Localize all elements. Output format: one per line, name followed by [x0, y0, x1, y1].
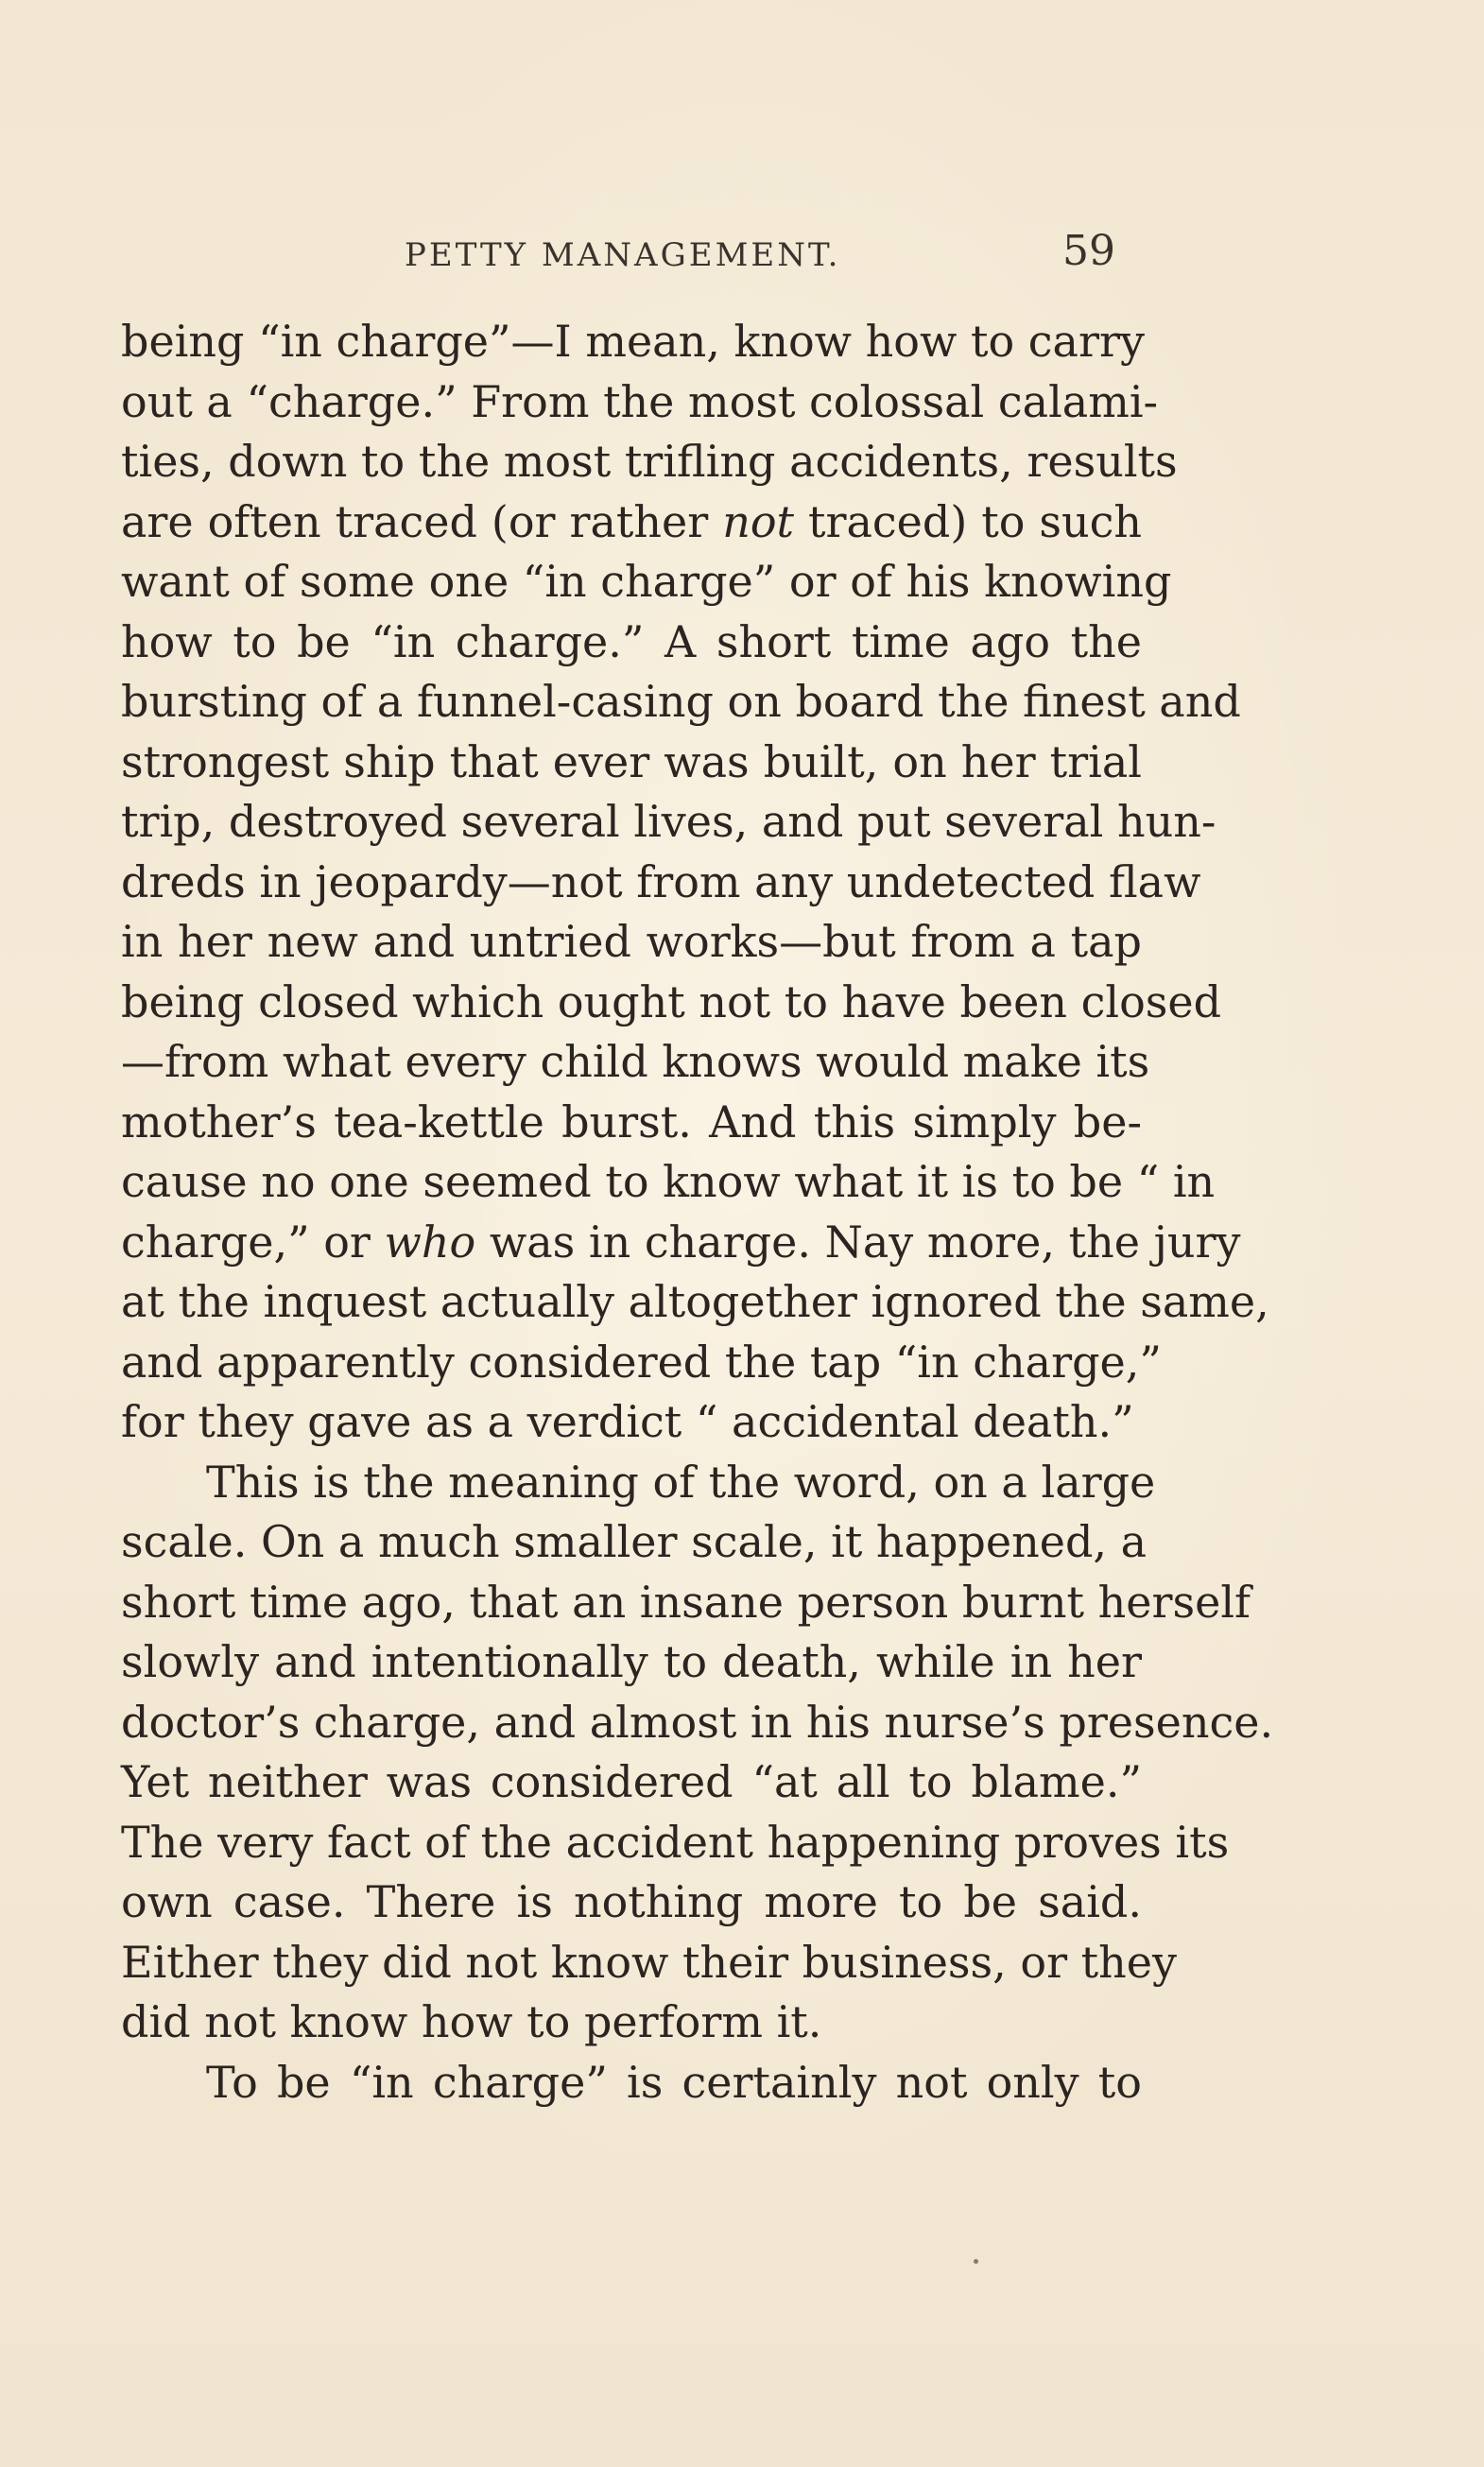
text-segment: traced) to such: [794, 495, 1143, 547]
text-line: own case. There is nothing more to be said.: [121, 1876, 1142, 1927]
text-line: dreds in jeopardy—not from any undetected flaw: [121, 855, 1201, 907]
text-line: This is the meaning of the word, on a large: [206, 1456, 1156, 1508]
text-line: cause no one seemed to know what it is to be “ in: [121, 1156, 1216, 1207]
italic-word: who: [384, 1216, 476, 1268]
text-segment: charge,” or: [121, 1216, 385, 1268]
running-title: PETTY MANAGEMENT.: [405, 236, 841, 274]
text-line: at the inquest actually altogether ignored the same,: [121, 1276, 1269, 1327]
text-line: did not know how to perform it.: [121, 1996, 822, 2047]
italic-word: not: [722, 495, 795, 547]
paper-speck: [974, 2259, 978, 2264]
text-segment: are often traced (or rather: [121, 495, 723, 547]
body-text: [121, 312, 1274, 2113]
text-line: strongest ship that ever was built, on her trial: [121, 735, 1142, 787]
text-line: being “in charge”—I mean, know how to carry: [121, 316, 1145, 367]
text-line: trip, destroyed several lives, and put several hun-: [121, 796, 1217, 847]
text-line: short time ago, that an insane person burnt herself: [121, 1576, 1251, 1628]
text-line: slowly and intentionally to death, while in her: [121, 1636, 1142, 1687]
text-line: and apparently considered the tap “in charge,”: [121, 1336, 1162, 1388]
text-line: being closed which ought not to have been closed: [121, 975, 1222, 1027]
text-line: Either they did not know their business, or they: [121, 1936, 1178, 1988]
text-line: mother’s tea-kettle burst. And this simply be-: [121, 1095, 1142, 1147]
text-line: bursting of a funnel-casing on board the finest and: [121, 676, 1241, 727]
text-segment: was in charge. Nay more, the jury: [475, 1216, 1241, 1268]
text-line: scale. On a much smaller scale, it happened, a: [121, 1516, 1148, 1567]
text-line: —from what every child knows would make its: [121, 1036, 1150, 1087]
text-line: ties, down to the most trifling accidents, results: [121, 436, 1178, 487]
page-header: [121, 227, 1115, 284]
text-line: out a “charge.” From the most colossal calami-: [121, 375, 1159, 427]
text-line: for they gave as a verdict “ accidental death.”: [121, 1396, 1134, 1447]
page-number: 59: [1062, 227, 1115, 275]
text-line: want of some one “in charge” or of his knowing: [121, 556, 1172, 607]
text-line: how to be “in charge.” A short time ago the: [121, 615, 1142, 667]
text-line: doctor’s charge, and almost in his nurse’s presence.: [121, 1696, 1274, 1748]
text-line: [121, 492, 1142, 553]
text-line: The very fact of the accident happening proves its: [121, 1816, 1230, 1868]
text-line: [121, 1213, 1241, 1273]
text-line: in her new and untried works—but from a tap: [121, 916, 1142, 967]
text-line: Yet neither was considered “at all to blame.”: [121, 1756, 1142, 1807]
text-line: To be “in charge” is certainly not only to: [206, 2056, 1142, 2108]
